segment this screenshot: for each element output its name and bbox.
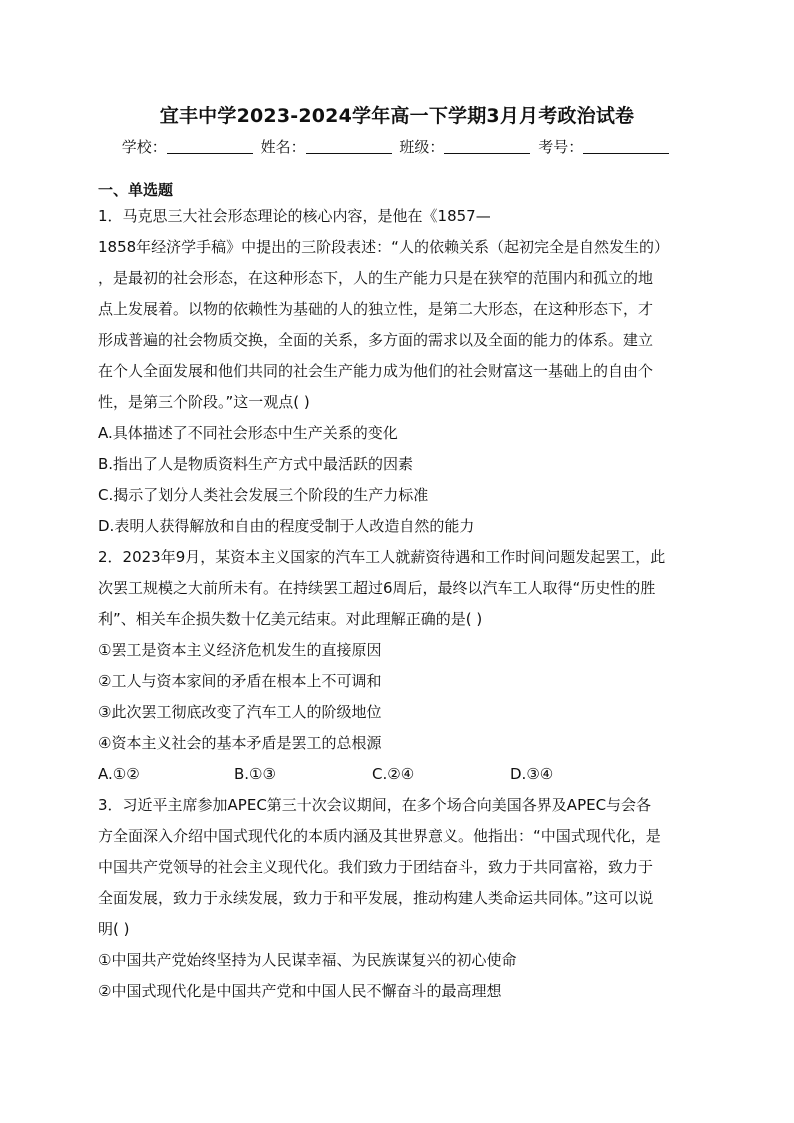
exam-title: 宜丰中学2023-2024学年高一下学期3月月考政治试卷 bbox=[159, 105, 635, 127]
q3-stem-line: 方全面深入介绍中国式现代化的本质内涵及其世界意义。他指出：“中国式现代化，是 bbox=[98, 827, 661, 845]
q3-statement-1: ①中国共产党始终坚持为人民谋幸福、为民族谋复兴的初心使命 bbox=[98, 951, 517, 969]
q3-stem-line: 明( ) bbox=[98, 920, 130, 938]
q3-statement-2: ②中国式现代化是中国共产党和中国人民不懈奋斗的最高理想 bbox=[98, 982, 502, 1000]
q2-statement-4: ④资本主义社会的基本矛盾是罢工的总根源 bbox=[98, 734, 382, 752]
section-heading: 一、单选题 bbox=[98, 181, 174, 199]
q2-choice-d: D.③④ bbox=[510, 765, 554, 783]
q2-statement-1: ①罢工是资本主义经济危机发生的直接原因 bbox=[98, 641, 382, 659]
q3-stem-line: 中国共产党领导的社会主义现代化。我们致力于团结奋斗，致力于共同富裕，致力于 bbox=[98, 858, 654, 876]
q2-stem-line: 2．2023年9月，某资本主义国家的汽车工人就薪资待遇和工作时间问题发起罢工，此 bbox=[98, 548, 666, 566]
q2-stem-line: 次罢工规模之大前所未有。在持续罢工超过6周后，最终以汽车工人取得“历史性的胜 bbox=[98, 579, 656, 597]
exam-number-label: 考号： bbox=[538, 138, 584, 156]
school-label: 学校： bbox=[121, 138, 167, 156]
q1-option-c: C.揭示了划分人类社会发展三个阶段的生产力标准 bbox=[98, 486, 429, 504]
q1-option-b: B.指出了人是物质资料生产方式中最活跃的因素 bbox=[98, 455, 414, 473]
q1-stem-line: 形成普遍的社会物质交换，全面的关系，多方面的需求以及全面的能力的体系。建立 bbox=[98, 331, 654, 349]
student-info-line bbox=[0, 136, 794, 157]
q1-option-d: D.表明人获得解放和自由的程度受制于人改造自然的能力 bbox=[98, 517, 475, 535]
q2-stem-line: 利”、相关车企损失数十亿美元结束。对此理解正确的是( ) bbox=[98, 610, 483, 628]
class-label: 班级： bbox=[399, 138, 445, 156]
exam-number-blank[interactable] bbox=[583, 139, 669, 154]
q3-stem-line: 全面发展，致力于永续发展，致力于和平发展，推动构建人类命运共同体。”这可以说 bbox=[98, 889, 654, 907]
q2-statement-3: ③此次罢工彻底改变了汽车工人的阶级地位 bbox=[98, 703, 382, 721]
school-blank[interactable] bbox=[167, 139, 253, 154]
q1-stem-line: 在个人全面发展和他们共同的社会生产能力成为他们的社会财富这一基础上的自由个 bbox=[98, 362, 654, 380]
q2-choice-c: C.②④ bbox=[372, 765, 415, 783]
q1-stem-line: 1．马克思三大社会形态理论的核心内容，是他在《1857— bbox=[98, 207, 491, 225]
q3-stem-line: 3．习近平主席参加APEC第三十次会议期间，在多个场合向美国各界及APEC与会各 bbox=[98, 796, 652, 814]
q2-choice-a: A.①② bbox=[98, 765, 140, 783]
name-label: 姓名： bbox=[260, 138, 306, 156]
name-blank[interactable] bbox=[306, 139, 392, 154]
q1-option-a: A.具体描述了不同社会形态中生产关系的变化 bbox=[98, 424, 398, 442]
q1-stem-line: 性，是第三个阶段。”这一观点( ) bbox=[98, 393, 310, 411]
q1-stem-line: ，是最初的社会形态，在这种形态下，人的生产能力只是在狭窄的范围内和孤立的地 bbox=[98, 269, 654, 287]
q2-statement-2: ②工人与资本家间的矛盾在根本上不可调和 bbox=[98, 672, 382, 690]
class-blank[interactable] bbox=[444, 139, 530, 154]
q2-choice-b: B.①③ bbox=[234, 765, 276, 783]
q1-stem-line: 1858年经济学手稿》中提出的三阶段表述：“人的依赖关系（起初完全是自然发生的） bbox=[98, 238, 669, 256]
q1-stem-line: 点上发展着。以物的依赖性为基础的人的独立性，是第二大形态，在这种形态下，才 bbox=[98, 300, 654, 318]
